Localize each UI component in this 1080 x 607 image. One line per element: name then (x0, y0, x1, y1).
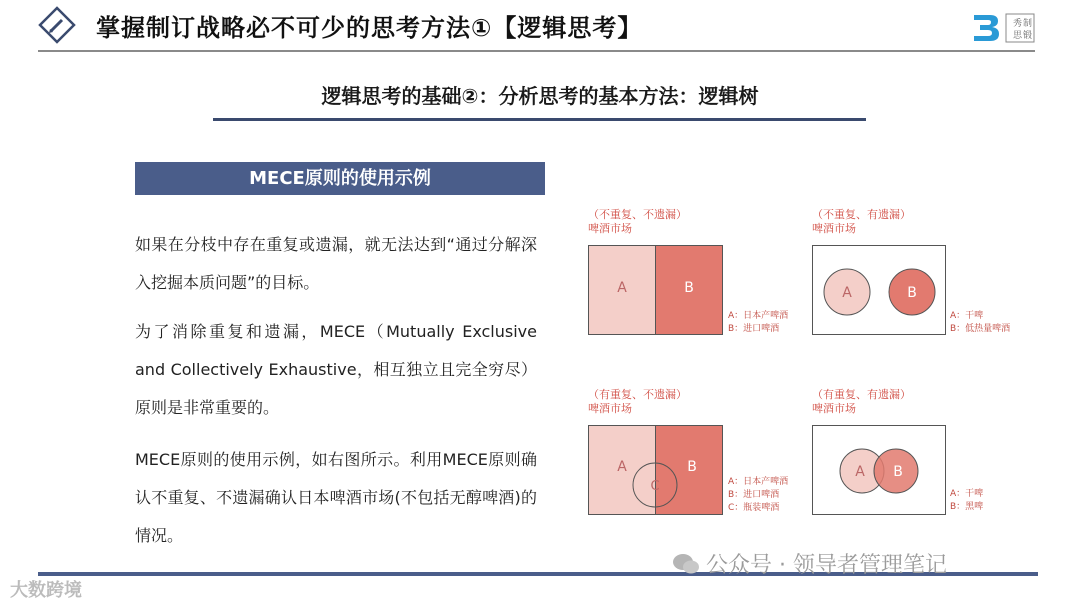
legend-item: B：黑啤 (950, 502, 984, 512)
diagram-legend (728, 476, 788, 515)
header-divider (38, 50, 1035, 52)
wechat-icon (672, 552, 700, 576)
region-a-label: A (617, 459, 627, 475)
diagram-market-label: 啤酒市场 (588, 402, 632, 415)
diagram-caption: （有重复、有遗漏） (812, 388, 911, 401)
diagram-overlap (588, 388, 687, 416)
region-b-label: B (687, 459, 697, 475)
region-b-label: B (893, 464, 903, 480)
page-title: 掌握制订战略必不可少的思考方法①【逻辑思考】 (96, 14, 643, 42)
legend-item: B：进口啤酒 (728, 324, 780, 334)
svg-text:思: 思 (1013, 31, 1023, 41)
region-a-label: A (842, 285, 852, 301)
region-a-label: A (617, 280, 627, 296)
legend-item: B：进口啤酒 (728, 490, 780, 500)
brand-logo (972, 12, 1036, 44)
corner-watermark: 大数跨境 (10, 580, 82, 601)
diagram-legend (950, 310, 1010, 336)
diagram-overlap-gap (812, 388, 911, 416)
svg-text:制: 制 (1023, 19, 1033, 29)
region-b-label: B (684, 280, 694, 296)
paragraph-3: MECE原则的使用示例，如右图所示。利用MECE原则确认不重复、不遗漏确认日本啤酒市场(不包括无醇啤酒)的情况。 (135, 450, 537, 545)
watermark-text: 公众号 · 领导者管理笔记 (706, 553, 947, 578)
region-b-label: B (907, 285, 917, 301)
diagram-caption: （有重复、不遗漏） (588, 388, 687, 401)
section-heading: MECE原则的使用示例 (135, 162, 545, 195)
diagram-legend (728, 310, 788, 336)
region-a-label: A (855, 464, 865, 480)
legend-item: B：低热量啤酒 (950, 324, 1011, 334)
diagram-market-label: 啤酒市场 (812, 402, 856, 415)
venn-gap (812, 245, 946, 335)
svg-text:锻: 锻 (1023, 31, 1033, 41)
region-c-label: C (650, 479, 660, 494)
venn-mece (588, 245, 724, 335)
paragraph-2: 为了消除重复和遗漏，MECE（Mutually Exclusive and Collectively Exhaustive，相互独立且完全穷尽）原则是非常重要的。 (135, 322, 537, 417)
svg-text:秀: 秀 (1013, 19, 1023, 29)
legend-item: A：日本产啤酒 (728, 477, 789, 487)
diagram-mece (588, 208, 687, 236)
diagram-caption: （不重复、不遗漏） (588, 208, 687, 221)
diagram-gap (812, 208, 911, 236)
diagram-caption: （不重复、有遗漏） (812, 208, 911, 221)
section-subtitle: 逻辑思考的基础②：分析思考的基本方法：逻辑树 (321, 84, 759, 108)
legend-item: A：干啤 (950, 311, 984, 321)
legend-item: C：瓶装啤酒 (728, 503, 780, 513)
venn-overlap (588, 425, 724, 515)
legend-item: A：干啤 (950, 489, 984, 499)
legend-item: A：日本产啤酒 (728, 311, 789, 321)
diagram-market-label: 啤酒市场 (588, 222, 632, 235)
paragraph-1: 如果在分枝中存在重复或遗漏，就无法达到“通过分解深入挖掘本质问题”的目标。 (135, 235, 537, 292)
diagram-legend (950, 488, 983, 514)
venn-overlap-gap (812, 425, 946, 515)
pencil-icon (38, 6, 76, 44)
subtitle-underline (213, 118, 866, 121)
diagram-market-label: 啤酒市场 (812, 222, 856, 235)
